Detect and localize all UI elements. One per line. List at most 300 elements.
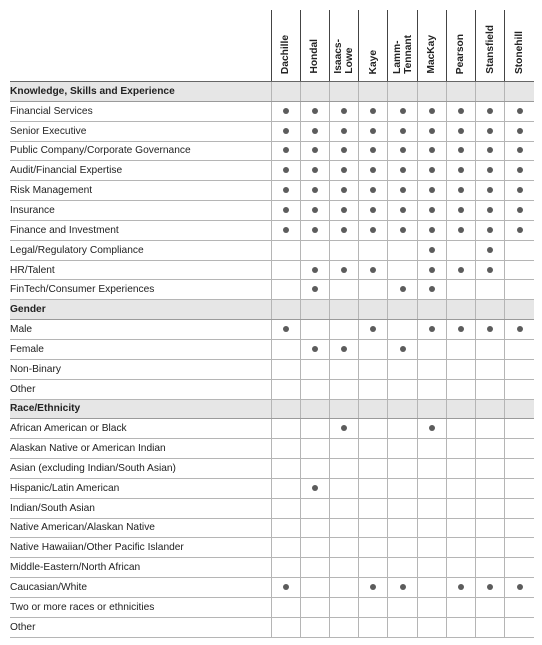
bullet-mark xyxy=(517,167,523,173)
matrix-cell xyxy=(446,101,475,121)
matrix-cell xyxy=(388,597,417,617)
attribute-row xyxy=(10,220,534,240)
matrix-cell xyxy=(505,300,534,320)
section-label: Race/Ethnicity xyxy=(10,399,271,419)
matrix-cell xyxy=(476,240,505,260)
attribute-row xyxy=(10,459,534,479)
attribute-label: Caucasian/White xyxy=(10,578,271,598)
bullet-mark xyxy=(429,167,435,173)
matrix-cell xyxy=(359,121,388,141)
bullet-mark xyxy=(312,227,318,233)
matrix-cell xyxy=(476,379,505,399)
matrix-cell xyxy=(359,558,388,578)
matrix-cell xyxy=(330,201,359,221)
matrix-cell xyxy=(505,260,534,280)
matrix-cell xyxy=(505,359,534,379)
attribute-row xyxy=(10,101,534,121)
bullet-mark xyxy=(487,247,493,253)
matrix-cell xyxy=(476,220,505,240)
matrix-cell xyxy=(388,300,417,320)
bullet-mark xyxy=(341,128,347,134)
matrix-cell xyxy=(446,498,475,518)
bullet-mark xyxy=(370,167,376,173)
matrix-cell xyxy=(388,498,417,518)
bullet-mark xyxy=(487,187,493,193)
bullet-mark xyxy=(341,425,347,431)
matrix-cell xyxy=(300,280,329,300)
attribute-label: Public Company/Corporate Governance xyxy=(10,141,271,161)
matrix-cell xyxy=(388,379,417,399)
bullet-mark xyxy=(283,128,289,134)
attribute-label: HR/Talent xyxy=(10,260,271,280)
matrix-cell xyxy=(417,280,446,300)
matrix-cell xyxy=(300,220,329,240)
matrix-cell xyxy=(476,141,505,161)
matrix-cell xyxy=(300,82,329,102)
bullet-mark xyxy=(341,147,347,153)
matrix-cell xyxy=(300,518,329,538)
matrix-cell xyxy=(505,280,534,300)
bullet-mark xyxy=(429,147,435,153)
matrix-cell xyxy=(271,359,300,379)
matrix-cell xyxy=(446,459,475,479)
matrix-cell xyxy=(330,478,359,498)
matrix-cell xyxy=(388,459,417,479)
bullet-mark xyxy=(429,247,435,253)
matrix-cell xyxy=(330,181,359,201)
matrix-cell xyxy=(476,617,505,637)
matrix-cell xyxy=(505,419,534,439)
matrix-cell xyxy=(330,558,359,578)
matrix-cell xyxy=(446,617,475,637)
director-name: MacKay xyxy=(426,35,438,74)
bullet-mark xyxy=(517,108,523,114)
attribute-label: Legal/Regulatory Compliance xyxy=(10,240,271,260)
matrix-cell xyxy=(330,141,359,161)
matrix-cell xyxy=(359,240,388,260)
matrix-cell xyxy=(300,419,329,439)
matrix-cell xyxy=(300,538,329,558)
matrix-cell xyxy=(388,339,417,359)
matrix-cell xyxy=(446,181,475,201)
bullet-mark xyxy=(429,286,435,292)
bullet-mark xyxy=(400,584,406,590)
attribute-label: Indian/South Asian xyxy=(10,498,271,518)
attribute-label: African American or Black xyxy=(10,419,271,439)
director-name: Hondal xyxy=(309,39,321,74)
matrix-cell xyxy=(446,280,475,300)
matrix-cell xyxy=(271,121,300,141)
matrix-cell xyxy=(271,260,300,280)
matrix-cell xyxy=(300,141,329,161)
attribute-row xyxy=(10,578,534,598)
bullet-mark xyxy=(283,207,289,213)
matrix-cell xyxy=(271,518,300,538)
director-header-row xyxy=(10,10,534,82)
matrix-cell xyxy=(417,320,446,340)
bullet-mark xyxy=(283,584,289,590)
matrix-cell xyxy=(476,121,505,141)
matrix-cell xyxy=(417,201,446,221)
matrix-cell xyxy=(417,578,446,598)
director-header xyxy=(388,10,417,82)
matrix-cell xyxy=(271,320,300,340)
bullet-mark xyxy=(400,147,406,153)
matrix-cell xyxy=(417,597,446,617)
attribute-label: Native American/Alaskan Native xyxy=(10,518,271,538)
matrix-cell xyxy=(476,339,505,359)
bullet-mark xyxy=(341,207,347,213)
bullet-mark xyxy=(400,187,406,193)
matrix-cell xyxy=(271,538,300,558)
matrix-cell xyxy=(359,478,388,498)
matrix-cell xyxy=(271,240,300,260)
matrix-cell xyxy=(505,82,534,102)
bullet-mark xyxy=(400,108,406,114)
matrix-cell xyxy=(505,101,534,121)
matrix-cell xyxy=(359,339,388,359)
matrix-cell xyxy=(271,459,300,479)
matrix-cell xyxy=(300,498,329,518)
matrix-cell xyxy=(505,201,534,221)
bullet-mark xyxy=(458,108,464,114)
matrix-cell xyxy=(330,459,359,479)
bullet-mark xyxy=(283,167,289,173)
matrix-cell xyxy=(446,379,475,399)
matrix-cell xyxy=(330,220,359,240)
matrix-cell xyxy=(271,181,300,201)
section-label: Gender xyxy=(10,300,271,320)
bullet-mark xyxy=(312,207,318,213)
matrix-cell xyxy=(330,300,359,320)
attribute-row xyxy=(10,518,534,538)
director-name: Dachille xyxy=(280,34,292,74)
bullet-mark xyxy=(370,227,376,233)
attribute-row xyxy=(10,201,534,221)
section-header-row xyxy=(10,300,534,320)
matrix-cell xyxy=(359,82,388,102)
attribute-row xyxy=(10,617,534,637)
matrix-cell xyxy=(446,240,475,260)
matrix-cell xyxy=(271,220,300,240)
matrix-cell xyxy=(271,141,300,161)
director-header xyxy=(359,10,388,82)
matrix-cell xyxy=(271,339,300,359)
board-skills-matrix xyxy=(10,10,534,638)
matrix-cell xyxy=(505,121,534,141)
bullet-mark xyxy=(458,147,464,153)
bullet-mark xyxy=(312,108,318,114)
matrix-cell xyxy=(330,121,359,141)
matrix-cell xyxy=(446,260,475,280)
matrix-cell xyxy=(300,320,329,340)
matrix-cell xyxy=(476,359,505,379)
bullet-mark xyxy=(341,187,347,193)
bullet-mark xyxy=(312,167,318,173)
matrix-cell xyxy=(330,82,359,102)
matrix-cell xyxy=(359,320,388,340)
matrix-cell xyxy=(388,359,417,379)
director-name: Pearson xyxy=(455,33,467,74)
bullet-mark xyxy=(312,147,318,153)
matrix-cell xyxy=(330,578,359,598)
bullet-mark xyxy=(458,326,464,332)
matrix-cell xyxy=(446,161,475,181)
attribute-label: Two or more races or ethnicities xyxy=(10,597,271,617)
matrix-cell xyxy=(505,478,534,498)
attribute-row xyxy=(10,379,534,399)
matrix-cell xyxy=(359,617,388,637)
attribute-label: Audit/Financial Expertise xyxy=(10,161,271,181)
matrix-cell xyxy=(330,597,359,617)
matrix-cell xyxy=(388,280,417,300)
matrix-body xyxy=(10,82,534,638)
bullet-mark xyxy=(341,108,347,114)
matrix-cell xyxy=(359,439,388,459)
matrix-cell xyxy=(417,240,446,260)
bullet-mark xyxy=(517,187,523,193)
matrix-cell xyxy=(359,101,388,121)
matrix-cell xyxy=(359,459,388,479)
matrix-cell xyxy=(330,240,359,260)
matrix-cell xyxy=(300,597,329,617)
matrix-cell xyxy=(388,419,417,439)
bullet-mark xyxy=(370,584,376,590)
director-header xyxy=(476,10,505,82)
matrix-cell xyxy=(476,597,505,617)
matrix-cell xyxy=(300,260,329,280)
bullet-mark xyxy=(487,584,493,590)
matrix-cell xyxy=(505,439,534,459)
director-name: Kaye xyxy=(367,49,379,74)
matrix-cell xyxy=(388,201,417,221)
bullet-mark xyxy=(341,267,347,273)
matrix-cell xyxy=(388,181,417,201)
bullet-mark xyxy=(370,147,376,153)
bullet-mark xyxy=(283,108,289,114)
director-name: Lamm- Tennant xyxy=(391,35,414,74)
attribute-row xyxy=(10,597,534,617)
bullet-mark xyxy=(487,267,493,273)
bullet-mark xyxy=(312,286,318,292)
director-name: Stonehill xyxy=(514,30,526,74)
section-label: Knowledge, Skills and Experience xyxy=(10,82,271,102)
matrix-cell xyxy=(271,379,300,399)
matrix-cell xyxy=(359,379,388,399)
matrix-cell xyxy=(300,439,329,459)
matrix-cell xyxy=(476,201,505,221)
matrix-cell xyxy=(359,518,388,538)
matrix-cell xyxy=(505,578,534,598)
attribute-row xyxy=(10,478,534,498)
matrix-cell xyxy=(388,220,417,240)
matrix-cell xyxy=(476,280,505,300)
bullet-mark xyxy=(487,128,493,134)
bullet-mark xyxy=(517,128,523,134)
matrix-cell xyxy=(476,181,505,201)
attribute-row xyxy=(10,339,534,359)
bullet-mark xyxy=(400,207,406,213)
matrix-cell xyxy=(476,161,505,181)
matrix-cell xyxy=(271,161,300,181)
matrix-cell xyxy=(417,459,446,479)
matrix-cell xyxy=(271,280,300,300)
matrix-cell xyxy=(476,478,505,498)
attribute-label: Male xyxy=(10,320,271,340)
matrix-cell xyxy=(388,161,417,181)
attribute-label: Native Hawaiian/Other Pacific Islander xyxy=(10,538,271,558)
bullet-mark xyxy=(458,267,464,273)
matrix-cell xyxy=(330,419,359,439)
bullet-mark xyxy=(517,147,523,153)
matrix-cell xyxy=(505,161,534,181)
section-header-row xyxy=(10,82,534,102)
bullet-mark xyxy=(429,227,435,233)
matrix-cell xyxy=(388,121,417,141)
matrix-cell xyxy=(417,339,446,359)
attribute-label: Alaskan Native or American Indian xyxy=(10,439,271,459)
attribute-row xyxy=(10,320,534,340)
bullet-mark xyxy=(400,128,406,134)
bullet-mark xyxy=(312,346,318,352)
matrix-cell xyxy=(505,320,534,340)
matrix-cell xyxy=(476,439,505,459)
matrix-cell xyxy=(505,617,534,637)
matrix-cell xyxy=(359,597,388,617)
header-corner xyxy=(10,10,271,82)
matrix-cell xyxy=(359,220,388,240)
matrix-cell xyxy=(476,578,505,598)
matrix-cell xyxy=(359,300,388,320)
attribute-label: Middle-Eastern/North African xyxy=(10,558,271,578)
bullet-mark xyxy=(517,584,523,590)
matrix-cell xyxy=(476,101,505,121)
matrix-cell xyxy=(330,339,359,359)
attribute-label: Other xyxy=(10,379,271,399)
bullet-mark xyxy=(429,108,435,114)
bullet-mark xyxy=(429,187,435,193)
director-header xyxy=(271,10,300,82)
matrix-cell xyxy=(476,538,505,558)
matrix-cell xyxy=(446,359,475,379)
matrix-cell xyxy=(476,82,505,102)
bullet-mark xyxy=(429,128,435,134)
matrix-cell xyxy=(388,617,417,637)
matrix-cell xyxy=(505,379,534,399)
bullet-mark xyxy=(312,128,318,134)
bullet-mark xyxy=(458,584,464,590)
matrix-cell xyxy=(446,578,475,598)
matrix-cell xyxy=(505,597,534,617)
matrix-cell xyxy=(446,419,475,439)
matrix-cell xyxy=(330,439,359,459)
matrix-cell xyxy=(271,419,300,439)
bullet-mark xyxy=(429,267,435,273)
matrix-cell xyxy=(476,459,505,479)
matrix-cell xyxy=(388,101,417,121)
director-name: Stansfield xyxy=(484,25,496,74)
matrix-cell xyxy=(417,558,446,578)
matrix-cell xyxy=(446,558,475,578)
matrix-cell xyxy=(417,498,446,518)
bullet-mark xyxy=(458,207,464,213)
matrix-cell xyxy=(417,300,446,320)
matrix-cell xyxy=(330,280,359,300)
matrix-cell xyxy=(417,101,446,121)
matrix-cell xyxy=(446,478,475,498)
matrix-cell xyxy=(476,300,505,320)
bullet-mark xyxy=(400,167,406,173)
matrix-cell xyxy=(446,399,475,419)
matrix-cell xyxy=(446,339,475,359)
matrix-cell xyxy=(417,538,446,558)
matrix-cell xyxy=(476,518,505,538)
matrix-cell xyxy=(388,578,417,598)
bullet-mark xyxy=(400,346,406,352)
attribute-label: Finance and Investment xyxy=(10,220,271,240)
matrix-cell xyxy=(388,478,417,498)
matrix-cell xyxy=(505,240,534,260)
bullet-mark xyxy=(370,207,376,213)
attribute-row xyxy=(10,439,534,459)
matrix-cell xyxy=(271,498,300,518)
matrix-cell xyxy=(330,101,359,121)
matrix-cell xyxy=(388,260,417,280)
matrix-cell xyxy=(359,399,388,419)
bullet-mark xyxy=(312,187,318,193)
matrix-cell xyxy=(505,141,534,161)
bullet-mark xyxy=(458,167,464,173)
matrix-cell xyxy=(300,101,329,121)
bullet-mark xyxy=(400,227,406,233)
matrix-cell xyxy=(359,498,388,518)
matrix-cell xyxy=(446,220,475,240)
matrix-cell xyxy=(417,82,446,102)
matrix-cell xyxy=(300,399,329,419)
bullet-mark xyxy=(370,128,376,134)
matrix-cell xyxy=(388,320,417,340)
matrix-cell xyxy=(359,359,388,379)
attribute-label: Senior Executive xyxy=(10,121,271,141)
matrix-cell xyxy=(505,399,534,419)
matrix-cell xyxy=(300,339,329,359)
matrix-cell xyxy=(330,518,359,538)
bullet-mark xyxy=(487,108,493,114)
matrix-cell xyxy=(300,478,329,498)
attribute-label: Hispanic/Latin American xyxy=(10,478,271,498)
matrix-cell xyxy=(446,597,475,617)
bullet-mark xyxy=(283,147,289,153)
matrix-cell xyxy=(271,597,300,617)
matrix-cell xyxy=(300,459,329,479)
matrix-cell xyxy=(300,578,329,598)
matrix-cell xyxy=(388,518,417,538)
matrix-cell xyxy=(330,161,359,181)
bullet-mark xyxy=(341,346,347,352)
matrix-cell xyxy=(300,161,329,181)
bullet-mark xyxy=(487,227,493,233)
matrix-cell xyxy=(271,300,300,320)
attribute-label: Financial Services xyxy=(10,101,271,121)
matrix-cell xyxy=(300,558,329,578)
director-name: Isaacs- Lowe xyxy=(333,39,356,74)
matrix-cell xyxy=(271,558,300,578)
attribute-row xyxy=(10,161,534,181)
director-header xyxy=(300,10,329,82)
section-header-row xyxy=(10,399,534,419)
attribute-row xyxy=(10,419,534,439)
director-header xyxy=(330,10,359,82)
